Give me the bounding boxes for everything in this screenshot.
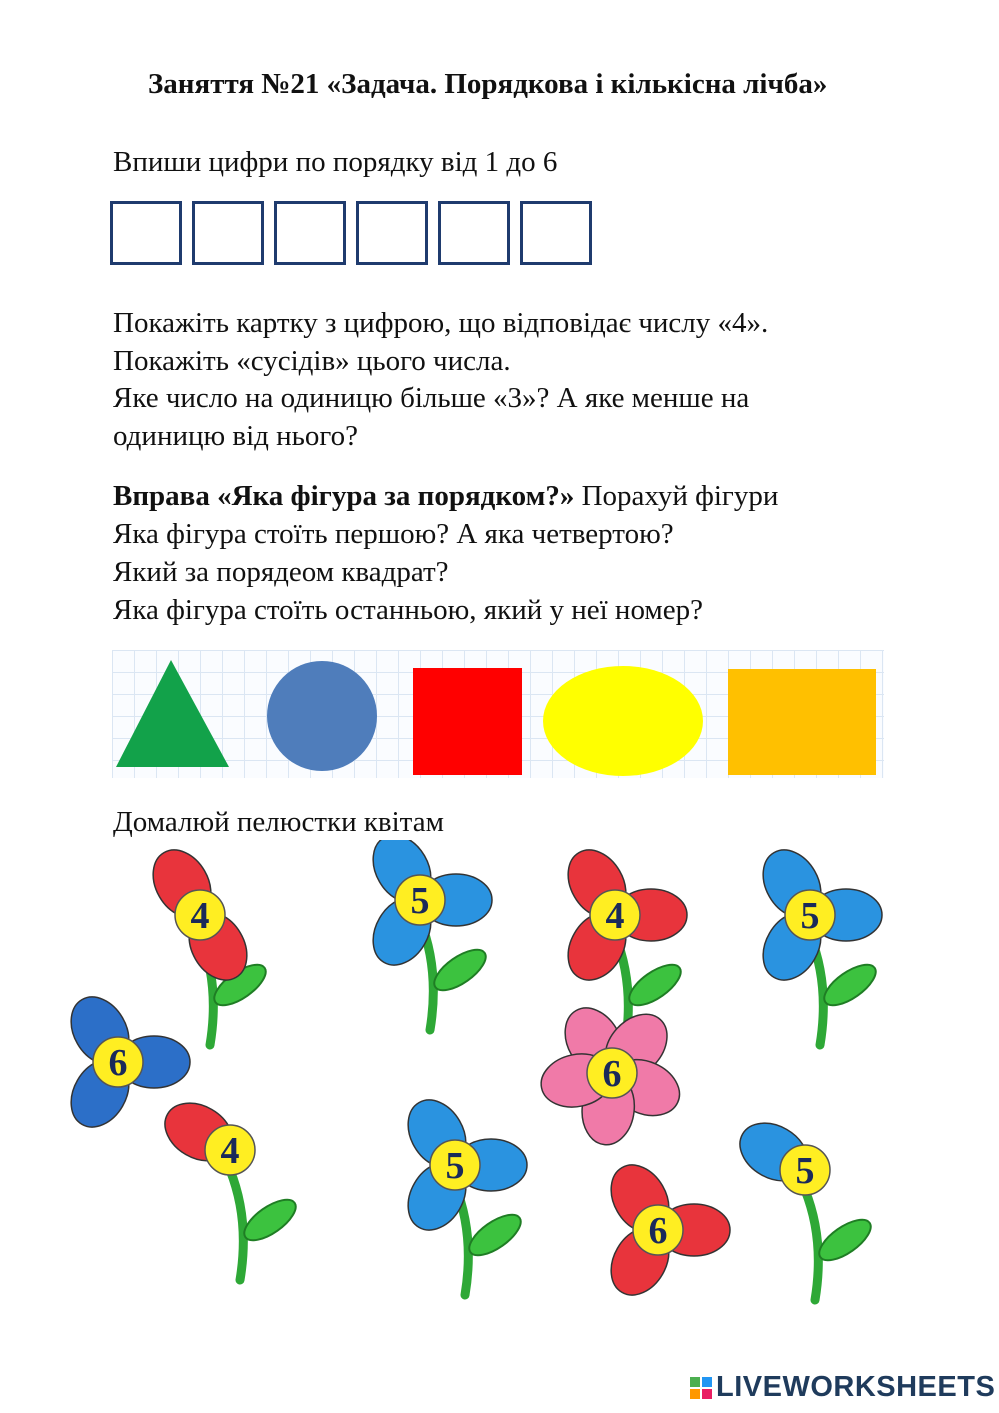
logo-icon xyxy=(690,1377,712,1399)
task2-line-2: Покажіть «сусідів» цього числа. xyxy=(113,345,511,377)
task3-line-2: Який за порядеом квадрат? xyxy=(113,556,449,588)
flower-number: 6 xyxy=(602,1053,622,1095)
answer-box-2[interactable] xyxy=(192,201,264,265)
page-title: Заняття №21 «Задача. Порядкова і кількісна лічба» xyxy=(148,68,828,100)
orange-square-shape[interactable] xyxy=(728,669,876,775)
shapes-grid xyxy=(112,650,884,778)
triangle-shape[interactable] xyxy=(116,660,229,767)
task3-line-1: Яка фігура стоїть першою? А яка четвертою? xyxy=(113,518,674,550)
task3-line-3: Яка фігура стоїть останньою, який у неї номер? xyxy=(113,594,703,626)
flower-5-blue-4[interactable] xyxy=(730,1111,877,1300)
oval-shape[interactable] xyxy=(543,666,703,776)
leaf xyxy=(818,957,882,1013)
flower-number: 4 xyxy=(220,1130,240,1172)
flower-number: 5 xyxy=(795,1150,815,1192)
leaf xyxy=(813,1212,877,1268)
stem xyxy=(230,1170,243,1280)
logo-text: LIVEWORKSHEETS xyxy=(716,1371,996,1403)
red-square-shape[interactable] xyxy=(413,668,522,775)
task1-instruction: Впиши цифри по порядку від 1 до 6 xyxy=(113,146,558,178)
flower-6-pink[interactable] xyxy=(536,998,688,1148)
answer-box-1[interactable] xyxy=(110,201,182,265)
flower-5-blue-2[interactable] xyxy=(751,840,882,1045)
leaf xyxy=(428,942,492,998)
leaf xyxy=(623,957,687,1013)
leaf xyxy=(238,1192,302,1248)
task3-bold-title: Вправа «Яка фігура за порядком?» xyxy=(113,480,575,512)
flower-number: 4 xyxy=(605,895,625,937)
flower-number: 5 xyxy=(410,880,430,922)
leaf xyxy=(463,1207,527,1263)
task4-instruction: Домалюй пелюстки квітам xyxy=(113,806,444,838)
flower-number: 6 xyxy=(648,1210,668,1252)
task2-line-1: Покажіть картку з цифрою, що відповідає числу «4». xyxy=(113,307,769,339)
task3-title-rest: Порахуй фігури xyxy=(574,480,779,512)
answer-box-4[interactable] xyxy=(356,201,428,265)
stem xyxy=(805,1190,818,1300)
answer-box-6[interactable] xyxy=(520,201,592,265)
flower-6-red[interactable] xyxy=(599,1155,730,1306)
task2-line-4: одиницю від нього? xyxy=(113,420,358,452)
flower-4-red-1[interactable] xyxy=(141,840,272,1045)
answer-boxes xyxy=(110,201,592,265)
liveworksheets-logo xyxy=(690,1371,995,1404)
circle-shape[interactable] xyxy=(267,661,377,771)
flower-number: 4 xyxy=(190,895,210,937)
task2-line-3: Яке число на одиницю більше «3»? А яке менше на xyxy=(113,382,750,414)
task3-heading xyxy=(113,480,778,513)
flower-5-blue-1[interactable] xyxy=(361,840,492,1030)
answer-box-3[interactable] xyxy=(274,201,346,265)
answer-box-5[interactable] xyxy=(438,201,510,265)
flower-5-blue-3[interactable] xyxy=(396,1090,527,1295)
flower-number: 5 xyxy=(800,895,820,937)
flowers-area xyxy=(40,840,980,1330)
flower-number: 6 xyxy=(108,1042,128,1084)
flower-4-red-3[interactable] xyxy=(155,1091,302,1280)
flower-number: 5 xyxy=(445,1145,465,1187)
